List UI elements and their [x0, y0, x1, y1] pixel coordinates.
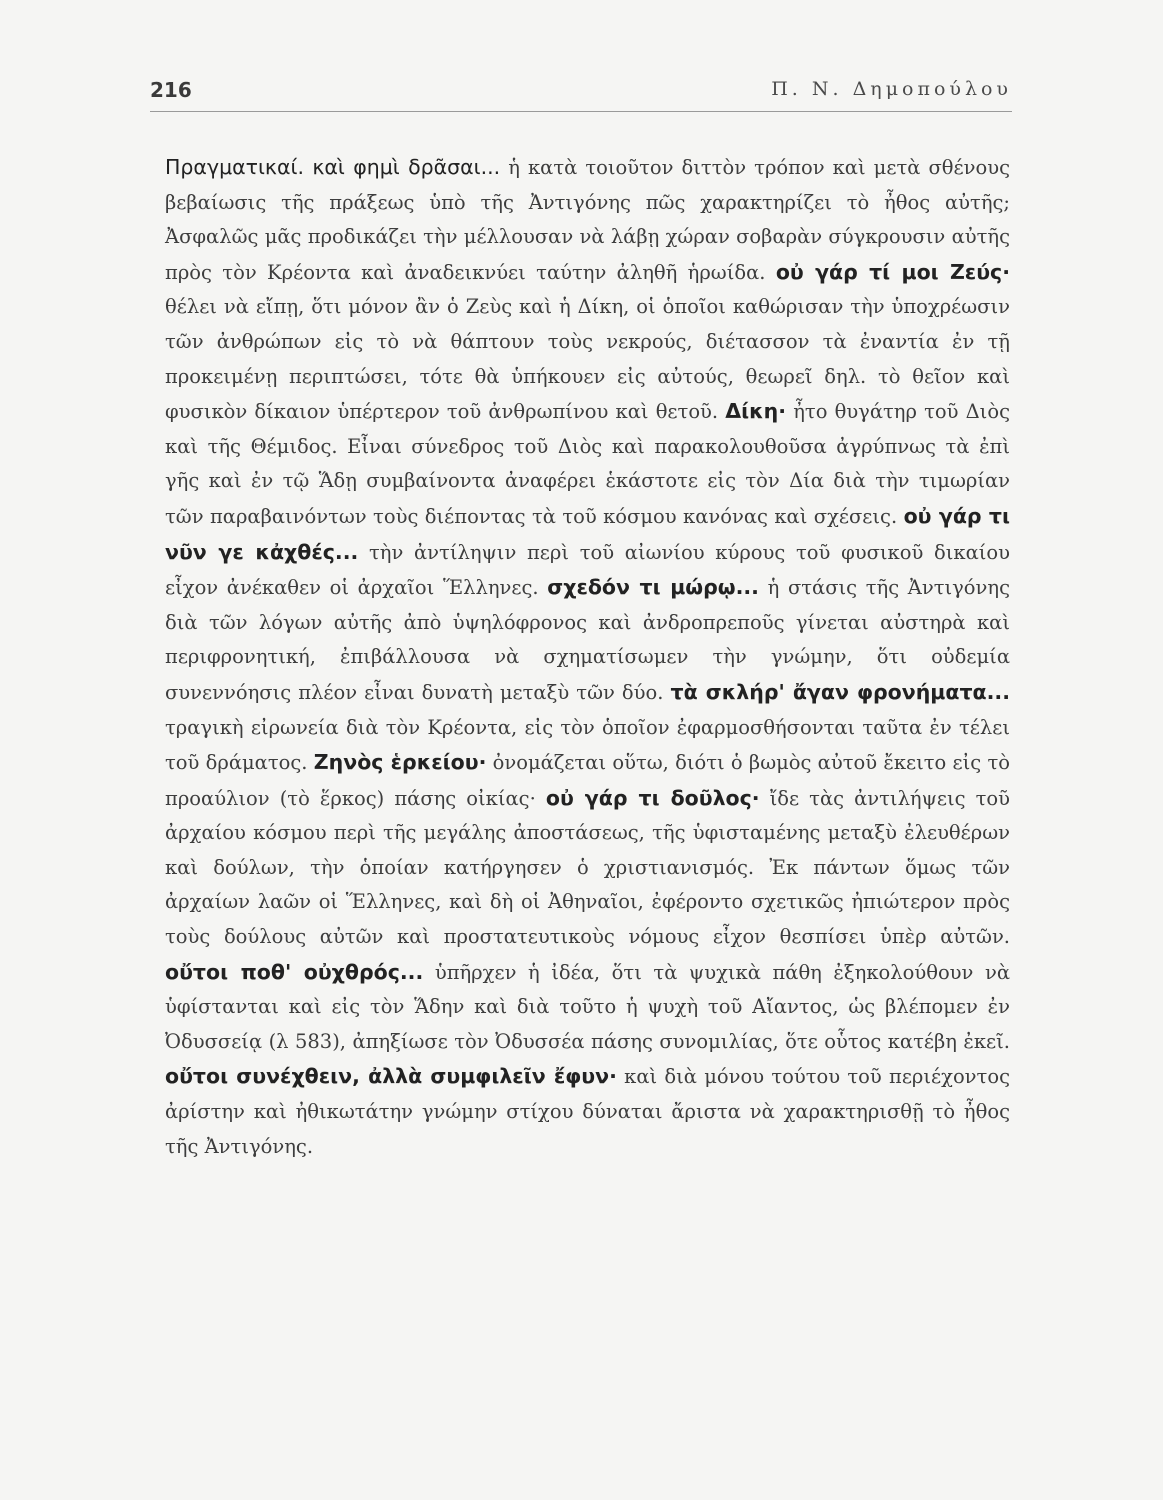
commentary-text: ἴδε τὰς ἀντιλήψεις τοῦ ἀρχαίου κόσμου περὶ τῆς μεγάλης ἀποστάσεως, τῆς ὑφισταμένης μεταξὺ ἐλευθέρων καὶ δούλων, τὴν ὁποίαν κατήργησεν ὁ χριστιανισμός. Ἐκ πάντων ὅμως τῶν ἀρχαίων λαῶν οἱ Ἕλληνες, καὶ δὴ οἱ Ἀθηναῖοι, ἐφέροντο σχετικῶς ἠπιώτερον πρὸς τοὺς δούλους αὐτῶν καὶ προστατευτικοὺς νόμους εἶχον θεσπίσει ὑπὲρ αὐτῶν.	[165, 786, 1011, 949]
lemma: οὔτοι ποθ' οὐχθρός...	[165, 959, 424, 984]
commentary-text: ὑπῆρχεν ἡ ἰδέα, ὅτι τὰ ψυχικὰ πάθη ἐξηκολούθουν νὰ ὑφίστανται καὶ εἰς τὸν Ἅδην καὶ διὰ τοῦτο ἡ ψυχὴ τοῦ Αἴαντος, ὡς βλέπομεν ἐν Ὀδυσσείᾳ (λ 583), ἀπηξίωσε τὸν Ὀδυσσέα πάσης συνομιλίας, ὅτε οὗτος κατέβη ἐκεῖ.	[165, 960, 1010, 1053]
header-rule	[150, 111, 1012, 112]
lemma: οὐ γάρ τι δοῦλος·	[545, 785, 760, 810]
page-header	[150, 78, 1012, 112]
lemma: οὐ γάρ τί μοι Ζεύς·	[775, 259, 1010, 284]
commentary-text: καὶ διὰ μόνου τούτου τοῦ περιέχοντος ἀρίστην καὶ ἠθικωτάτην γνώμην στίχου δύναται ἄριστα νὰ χαρακτηρισθῇ τὸ ἦθος τῆς Ἀντιγόνης.	[165, 1065, 1010, 1158]
lemma: οὔτοι συνέχθειν, ἀλλὰ συμφιλεῖν ἔφυν·	[165, 1064, 617, 1089]
commentary-text: ἡ κατὰ τοιοῦτον διττὸν τρόπον καὶ μετὰ σθένους βεβαίωσις τῆς πράξεως ὑπὸ τῆς Ἀντιγόνης πῶς χαρακτηρίζει τὸ ἦθος αὐτῆς; Ἀσφαλῶς μᾶς προδικάζει τὴν μέλλουσαν νὰ λάβῃ χώραν σοβαρὰν σύγκρουσιν αὐτῆς πρὸς τὸν Κρέοντα καὶ ἀναδεικνύει ταύτην ἀληθῆ ἡρωίδα.	[165, 156, 1010, 284]
commentary-text: ἦτο θυγάτηρ τοῦ Διὸς καὶ τῆς Θέμιδος. Εἶναι σύνεδρος τοῦ Διὸς καὶ παρακολουθοῦσα ἀγρύπνως τὰ ἐπὶ γῆς καὶ ἐν τῷ Ἅδῃ συμβαίνοντα ἀναφέρει ἑκάστοτε εἰς τὸν Δία διὰ τὴν τιμωρίαν τῶν παραβαινόντων τοὺς διέποντας τὰ τοῦ κόσμου κανόνας καὶ σχέσεις.	[165, 400, 1010, 528]
lemma: Πραγματικαί. καὶ φημὶ δρᾶσαι...	[165, 155, 501, 179]
commentary-text: τραγικὴ εἰρωνεία διὰ τὸν Κρέοντα, εἰς τὸν ὁποῖον ἐφαρμοσθήσονται ταῦτα ἐν τέλει τοῦ δράματος.	[165, 715, 1010, 775]
commentary-text: θέλει νὰ εἴπῃ, ὅτι μόνον ἂν ὁ Ζεὺς καὶ ἡ Δίκη, οἱ ὁποῖοι καθώρισαν τὴν ὑποχρέωσιν τῶν ἀνθρώπων εἰς τὸ νὰ θάπτουν τοὺς νεκρούς, διέτασσον τὰ ἐναντία ἐν τῇ προκειμένῃ περιπτώσει, τότε θὰ ὑπήκουεν εἰς αὐτούς, θεωρεῖ δηλ. τὸ θεῖον καὶ φυσικὸν δίκαιον ὑπέρτερον τοῦ ἀνθρωπίνου καὶ θετοῦ.	[165, 295, 1010, 424]
commentary-text: ἡ στάσις τῆς Ἀντιγόνης διὰ τῶν λόγων αὐτῆς ἀπὸ ὑψηλόφρονος καὶ ἀνδροπρεποῦς γίνεται αὐστηρὰ καὶ περιφρονητική, ἐπιβάλλουσα νὰ σχηματίσωμεν τὴν γνώμην, ὅτι οὐδεμία συνεννόησις πλέον εἶναι δυνατὴ μεταξὺ τῶν δύο.	[165, 576, 1010, 704]
commentary-text: ὀνομάζεται οὕτω, διότι ὁ βωμὸς αὐτοῦ ἔκειτο εἰς τὸ προαύλιον (τὸ ἕρκος) πάσης οἰκίας·	[165, 751, 1010, 810]
lemma: Ζηνὸς ἑρκείου·	[313, 750, 487, 775]
lemma: τὰ σκλήρ' ἄγαν φρονήματα...	[670, 679, 1010, 704]
lemma: Δίκη·	[725, 399, 787, 424]
commentary-text: τὴν ἀντίληψιν περὶ τοῦ αἰωνίου κύρους τοῦ φυσικοῦ δικαίου εἶχον ἀνέκαθεν οἱ ἀρχαῖοι Ἕλληνες.	[165, 540, 1010, 600]
lemma: οὐ γάρ τι νῦν γε κἀχθές...	[165, 503, 1010, 564]
running-head: Π. Ν. Δημοπούλου	[771, 78, 1012, 100]
commentary-paragraph	[165, 150, 1010, 1164]
page-number: 216	[150, 78, 192, 102]
lemma: σχεδόν τι μώρῳ...	[547, 575, 759, 600]
